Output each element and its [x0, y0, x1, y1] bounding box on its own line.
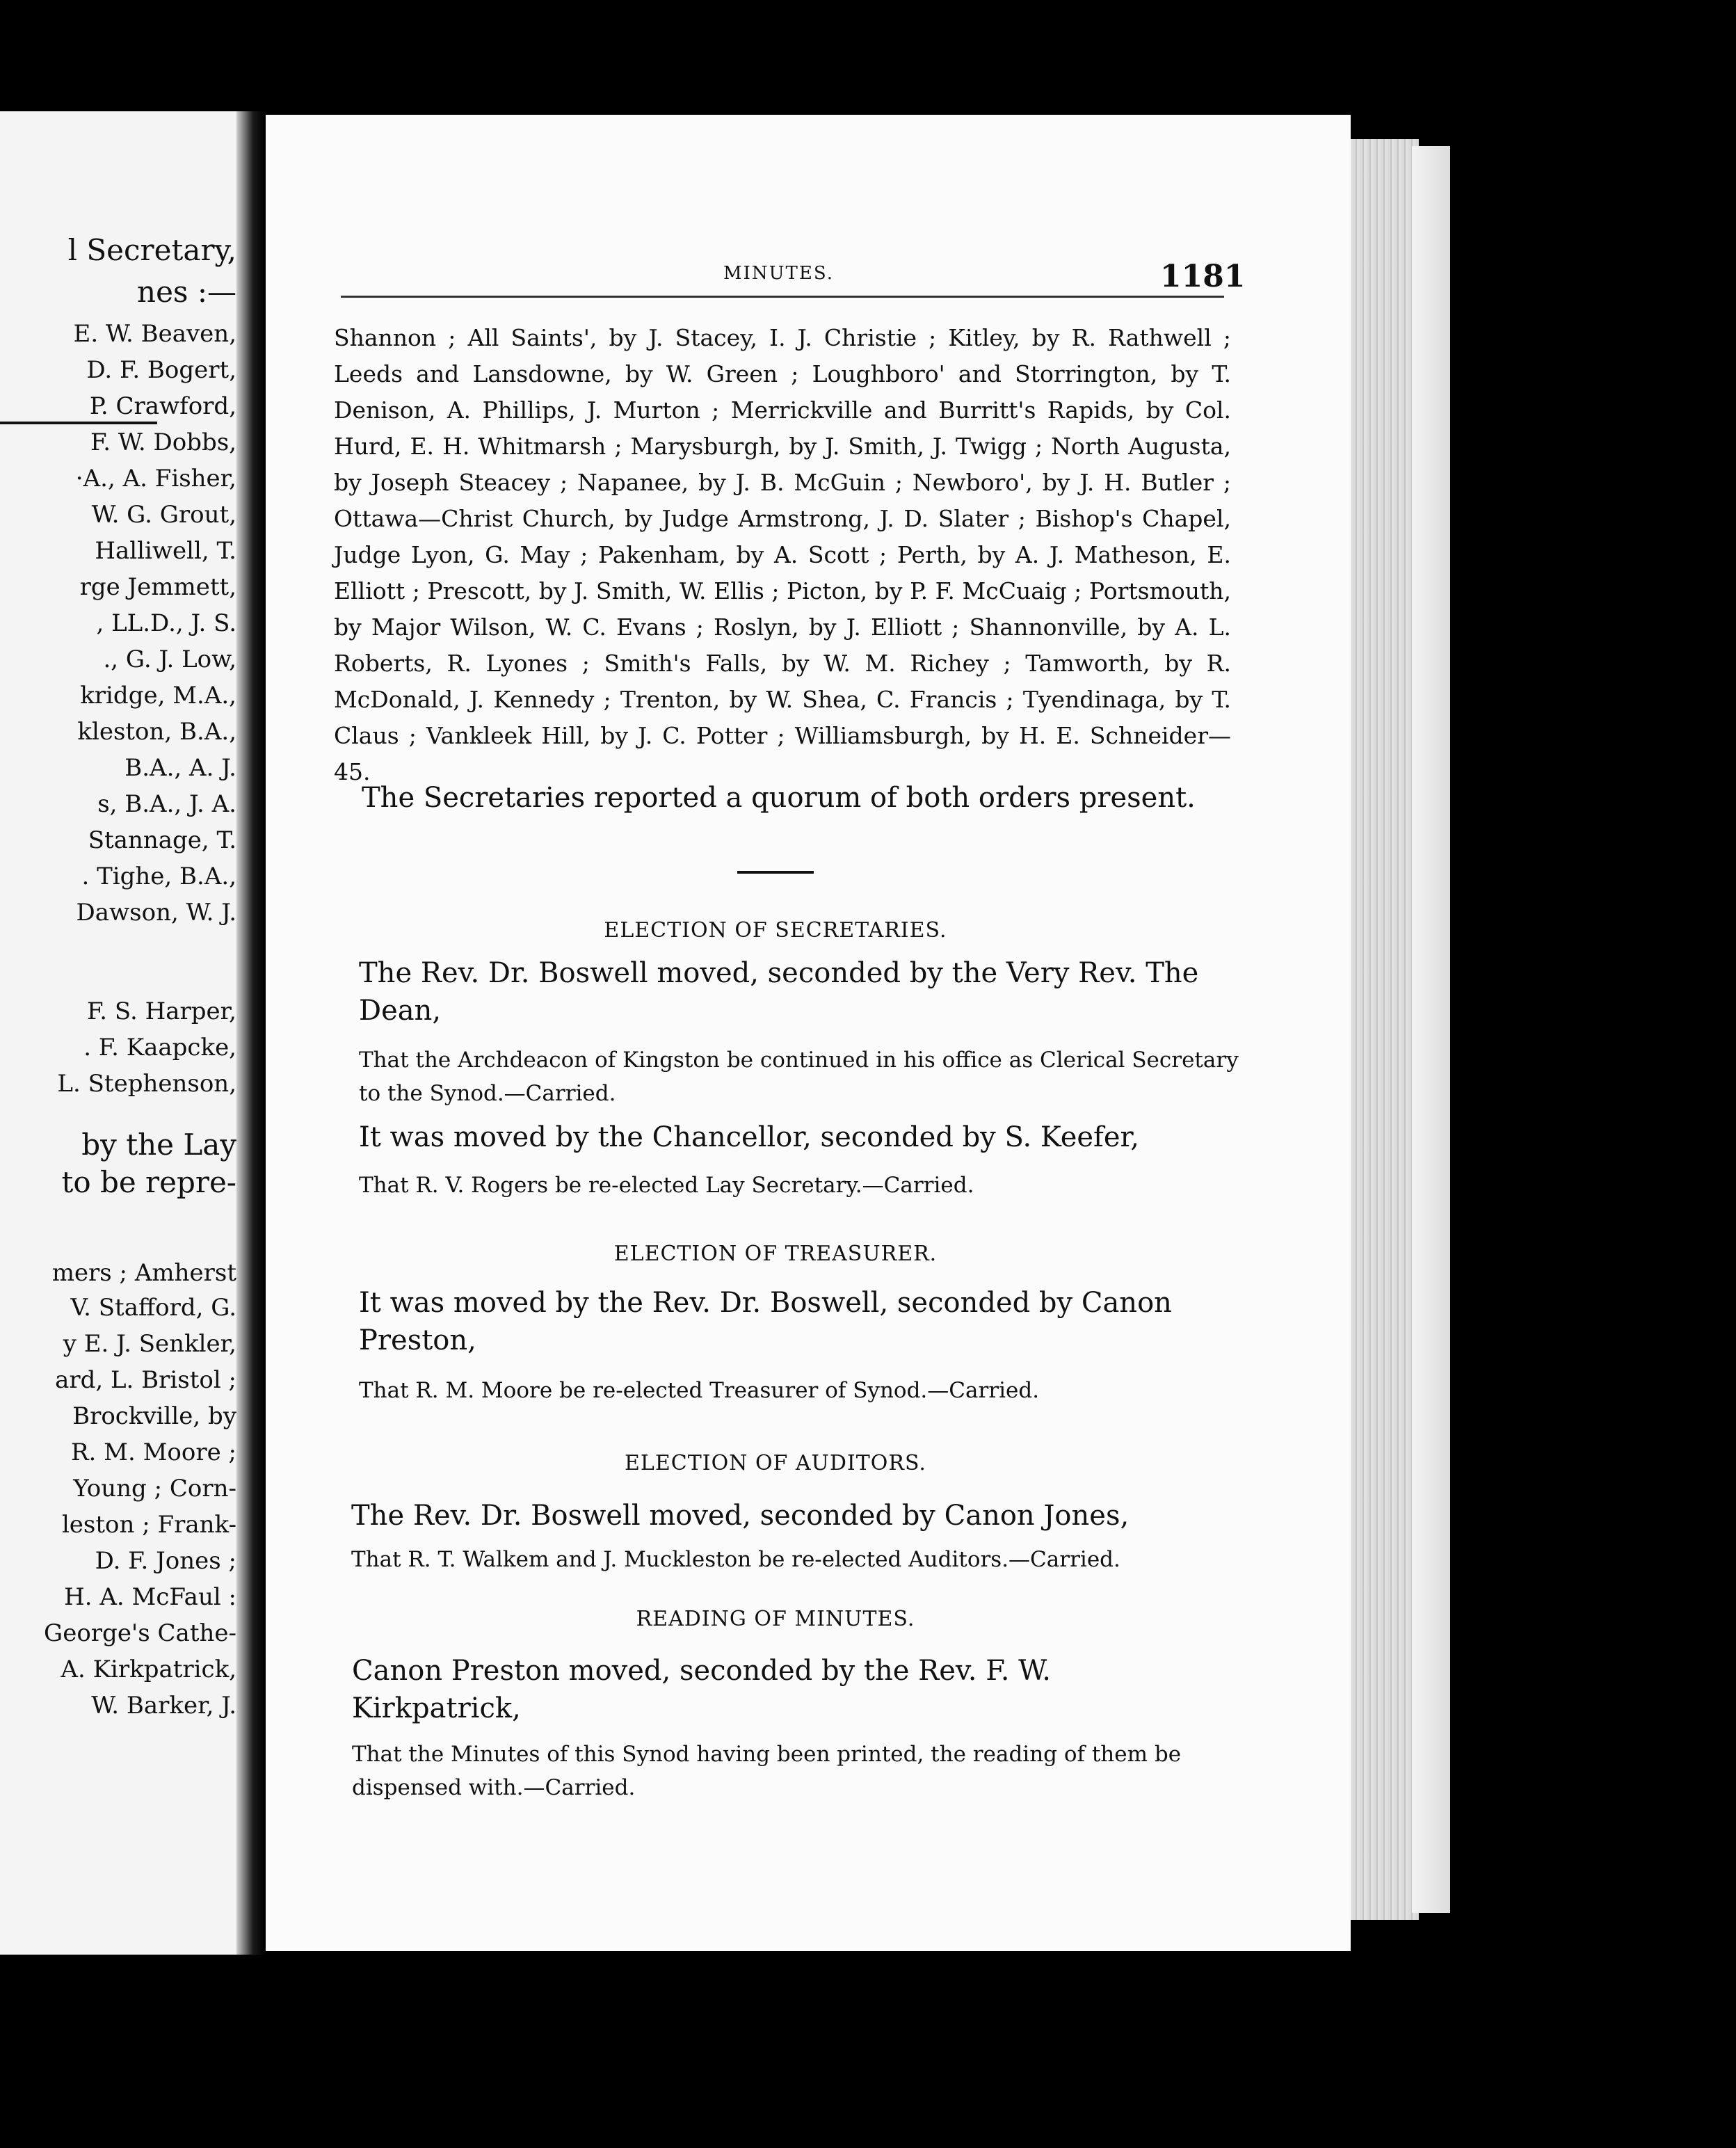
left-facing-page	[0, 111, 236, 1955]
left-page-line: l Secretary,	[67, 233, 236, 267]
left-page-line: W. Barker, J.	[91, 1692, 236, 1720]
left-page-line: R. M. Moore ;	[70, 1438, 236, 1466]
left-page-line: George's Cathe-	[44, 1619, 236, 1647]
left-page-rule	[0, 422, 157, 424]
left-page-line: B.A., A. J.	[124, 754, 236, 782]
resolution-treasurer: That R. M. Moore be re-elected Treasurer of Synod.—Carried.	[359, 1378, 1040, 1403]
left-page-line: nes :—	[137, 275, 236, 309]
motion-treasurer: It was moved by the Rev. Dr. Boswell, seconded by Canon Preston,	[359, 1287, 1172, 1356]
motion-secretaries-clerical: The Rev. Dr. Boswell moved, seconded by the Very Rev. The Dean,	[359, 957, 1199, 1027]
left-page-line: F. W. Dobbs,	[90, 428, 236, 456]
left-page-line: F. S. Harper,	[87, 997, 236, 1025]
resolution-clerical-secretary: That the Archdeacon of Kingston be continued in his office as Clerical Secretary to the Synod.—Carried.	[359, 1048, 1239, 1106]
left-page-line: rge Jemmett,	[79, 573, 236, 601]
parishes-paragraph: Shannon ; All Saints', by J. Stacey, I. J. Christie ; Kitley, by R. Rathwell ; Leeds and Lansdowne, by W. Green ; Loughboro' and Storrington, by T. Denison, A. Phillips, J. Murton ; Merrickville and Burritt's Rapids, by Col. Hurd, E. H. Whitmarsh ; Marysburgh, by J. Smith, J. Twigg ; North Augusta, by Joseph Steacey ; Napanee, by J. B. McGuin ; Newboro', by J. H. Butler ; Ottawa—Christ Church, by Judge Armstrong, J. D. Slater ; Bishop's Chapel, Judge Lyon, G. May ; Pakenham, by A. Scott ; Perth, by A. J. Matheson, E. Elliott ; Prescott, by J. Smith, W. Ellis ; Picton, by P. F. McCuaig ; Portsmouth, by Major Wilson, W. C. Evans ; Roslyn, by J. Elliott ; Shannonville, by A. L. Roberts, R. Lyones ; Smith's Falls, by W. M. Richey ; Tamworth, by R. McDonald, J. Kennedy ; Trenton, by W. Shea, C. Francis ; Tyendinaga, by T. Claus ; Vankleek Hill, by J. C. Potter ; Williamsburgh, by H. E. Schneider—45.	[334, 324, 1231, 785]
resolution-lay-secretary: That R. V. Rogers be re-elected Lay Secretary.—Carried.	[359, 1173, 974, 1198]
left-page-line: mers ; Amherst	[51, 1259, 236, 1287]
resolution-reading-minutes: That the Minutes of this Synod having been printed, the reading of them be dispensed with.—Carried.	[352, 1742, 1182, 1800]
motion-reading-minutes: Canon Preston moved, seconded by the Rev. F. W. Kirkpatrick,	[352, 1655, 1051, 1724]
book-gutter	[236, 111, 264, 1955]
left-page-line: W. G. Grout,	[91, 501, 236, 529]
left-page-line: Young ; Corn-	[73, 1475, 236, 1502]
left-page-line: Dawson, W. J.	[76, 899, 236, 927]
left-page-line: ., G. J. Low,	[103, 646, 236, 673]
left-page-line: A. Kirkpatrick,	[61, 1656, 236, 1683]
heading-election-secretaries: ELECTION OF SECRETARIES.	[604, 918, 947, 943]
page-block-edge-outer	[1412, 146, 1450, 1913]
left-page-line: Stannage, T.	[88, 826, 236, 854]
header-rule	[341, 296, 1224, 298]
running-head: MINUTES.	[723, 263, 835, 284]
left-page-line: D. F. Bogert,	[86, 356, 236, 384]
left-page-line: s, B.A., J. A.	[97, 790, 236, 818]
quorum-statement: The Secretaries reported a quorum of both orders present.	[362, 782, 1196, 814]
left-page-line: D. F. Jones ;	[95, 1547, 236, 1575]
page-number: 1181	[1160, 259, 1246, 294]
left-page-line: L. Stephenson,	[57, 1070, 236, 1098]
left-page-line: E. W. Beaven,	[73, 320, 236, 348]
left-page-line: V. Stafford, G.	[70, 1294, 236, 1322]
left-page-line: kleston, B.A.,	[77, 718, 236, 746]
heading-election-treasurer: ELECTION OF TREASURER.	[613, 1242, 938, 1266]
left-page-line: Halliwell, T.	[95, 537, 236, 565]
left-page-line: P. Crawford,	[89, 392, 236, 420]
left-page-line: . F. Kaapcke,	[83, 1034, 236, 1061]
left-page-line: kridge, M.A.,	[80, 682, 236, 710]
left-page-line: . Tighe, B.A.,	[81, 863, 236, 890]
heading-reading-minutes: READING OF MINUTES.	[636, 1607, 915, 1631]
section-divider	[737, 871, 814, 874]
left-page-line: to be repre-	[61, 1165, 236, 1199]
motion-lay-secretary: It was moved by the Chancellor, seconded by S. Keefer,	[359, 1121, 1139, 1153]
left-page-line: leston ; Frank-	[61, 1511, 236, 1539]
resolution-auditors: That R. T. Walkem and J. Muckleston be re-elected Auditors.—Carried.	[351, 1547, 1120, 1572]
left-page-line: H. A. McFaul :	[64, 1583, 236, 1611]
motion-auditors: The Rev. Dr. Boswell moved, seconded by Canon Jones,	[351, 1500, 1130, 1532]
left-page-line: Brockville, by	[72, 1402, 236, 1430]
left-page-line: by the Lay	[81, 1128, 236, 1162]
heading-election-auditors: ELECTION OF AUDITORS.	[625, 1451, 926, 1475]
left-page-line: , LL.D., J. S.	[96, 609, 236, 637]
left-page-line: ard, L. Bristol ;	[55, 1366, 236, 1394]
left-page-line: y E. J. Senkler,	[63, 1330, 236, 1358]
left-page-line: ·A., A. Fisher,	[75, 465, 236, 492]
